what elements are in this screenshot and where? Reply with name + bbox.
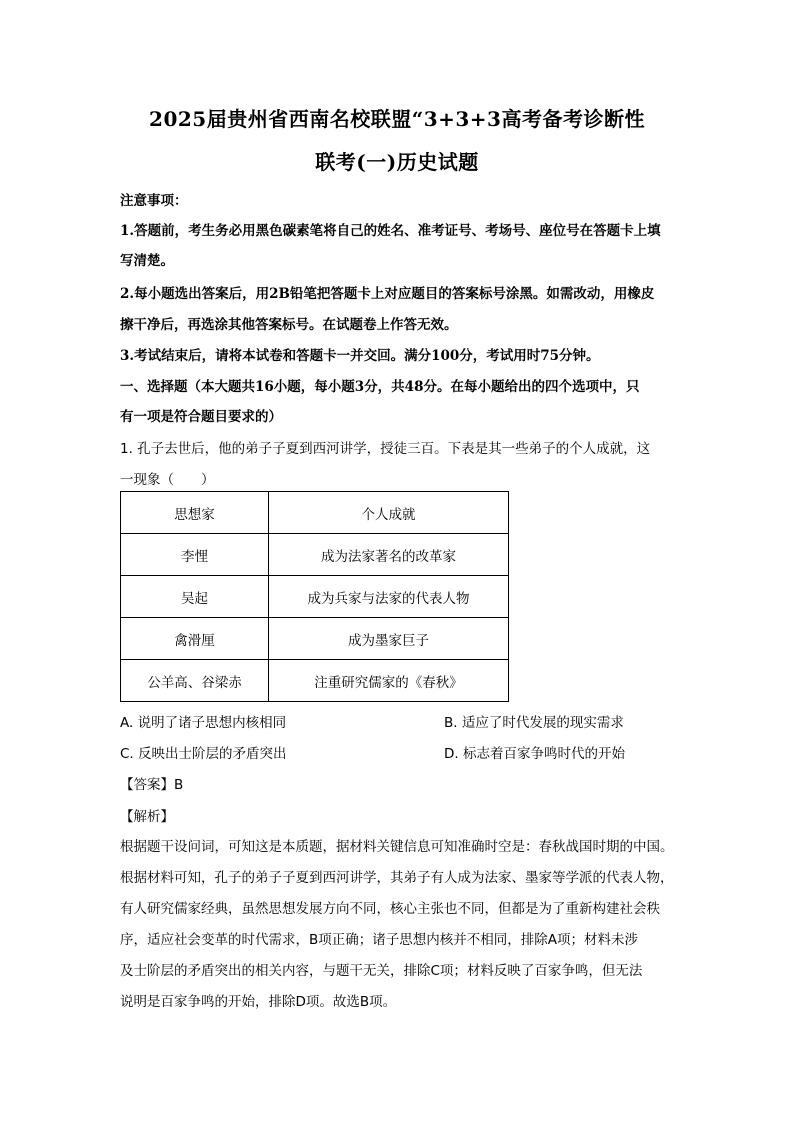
section-heading-line2: 有一项是符合题目要求的） [120, 409, 282, 425]
section-heading-line1: 一、选择题（本大题共16小题，每小题3分，共48分。在每小题给出的四个选项中，只 [120, 379, 640, 395]
table-row [121, 618, 509, 660]
notice-item-2-line2: 擦干净后，再选涂其他答案标号。在试题卷上作答无效。 [120, 317, 458, 333]
analysis-line: 说明是百家争鸣的开始，排除D项。故选B项。 [120, 994, 397, 1010]
table-row [121, 576, 509, 618]
table-row [121, 660, 509, 702]
table-cell-achievement: 注重研究儒家的《春秋》 [269, 660, 509, 702]
notice-item-3: 3.考试结束后，请将本试卷和答题卡一并交回。满分100分，考试用时75分钟。 [120, 348, 600, 364]
analysis-line: 根据材料可知，孔子的弟子子夏到西河讲学，其弟子有人成为法家、墨家等学派的代表人物， [120, 870, 674, 886]
question-1-stem-line2: 一现象（ ） [120, 472, 215, 488]
table-header-cell: 个人成就 [269, 492, 509, 534]
analysis-heading: 【解析】 [120, 809, 174, 825]
notice-item-1-line2: 写清楚。 [120, 253, 174, 269]
question-1-table [120, 491, 509, 702]
table-cell-thinker: 禽滑厘 [121, 618, 269, 660]
analysis-line: 有人研究儒家经典，虽然思想发展方向不同，核心主张也不同，但都是为了重新构建社会秩 [120, 901, 660, 917]
table-cell-achievement: 成为墨家巨子 [269, 618, 509, 660]
option-a: A. 说明了诸子思想内核相同 [120, 715, 287, 731]
notice-heading: 注意事项： [120, 193, 188, 209]
analysis-line: 序，适应社会变革的时代需求，B项正确；诸子思想内核并不相同，排除A项；材料未涉 [120, 932, 638, 948]
table-cell-achievement: 成为兵家与法家的代表人物 [269, 576, 509, 618]
exam-title-line1: 2025届贵州省西南名校联盟“3+3+3高考备考诊断性 [149, 107, 645, 131]
option-d: D. 标志着百家争鸣时代的开始 [444, 746, 625, 762]
table-row [121, 534, 509, 576]
notice-item-1-line1: 1.答题前，考生务必用黑色碳素笔将自己的姓名、准考证号、考场号、座位号在答题卡上填 [120, 223, 661, 239]
table-header-row [121, 492, 509, 534]
analysis-line: 根据题干设问词，可知这是本质题，据材料关键信息可知准确时空是：春秋战国时期的中国。 [120, 839, 674, 855]
option-b: B. 适应了时代发展的现实需求 [444, 715, 624, 731]
notice-item-2-line1: 2.每小题选出答案后，用2B铅笔把答题卡上对应题目的答案标号涂黑。如需改动，用橡皮 [120, 286, 655, 302]
exam-title-line2: 联考(一)历史试题 [315, 150, 479, 174]
table-cell-thinker: 李悝 [121, 534, 269, 576]
option-c: C. 反映出士阶层的矛盾突出 [120, 746, 287, 762]
question-1-stem-line1: 1. 孔子去世后，他的弟子子夏到西河讲学，授徒三百。下表是其一些弟子的个人成就，这 [120, 441, 651, 457]
table-cell-thinker: 公羊高、谷梁赤 [121, 660, 269, 702]
analysis-line: 及士阶层的矛盾突出的相关内容，与题干无关，排除C项；材料反映了百家争鸣，但无法 [120, 963, 643, 979]
table-cell-thinker: 吴起 [121, 576, 269, 618]
table-header-cell: 思想家 [121, 492, 269, 534]
answer-label: 【答案】B [120, 777, 184, 793]
table-cell-achievement: 成为法家著名的改革家 [269, 534, 509, 576]
